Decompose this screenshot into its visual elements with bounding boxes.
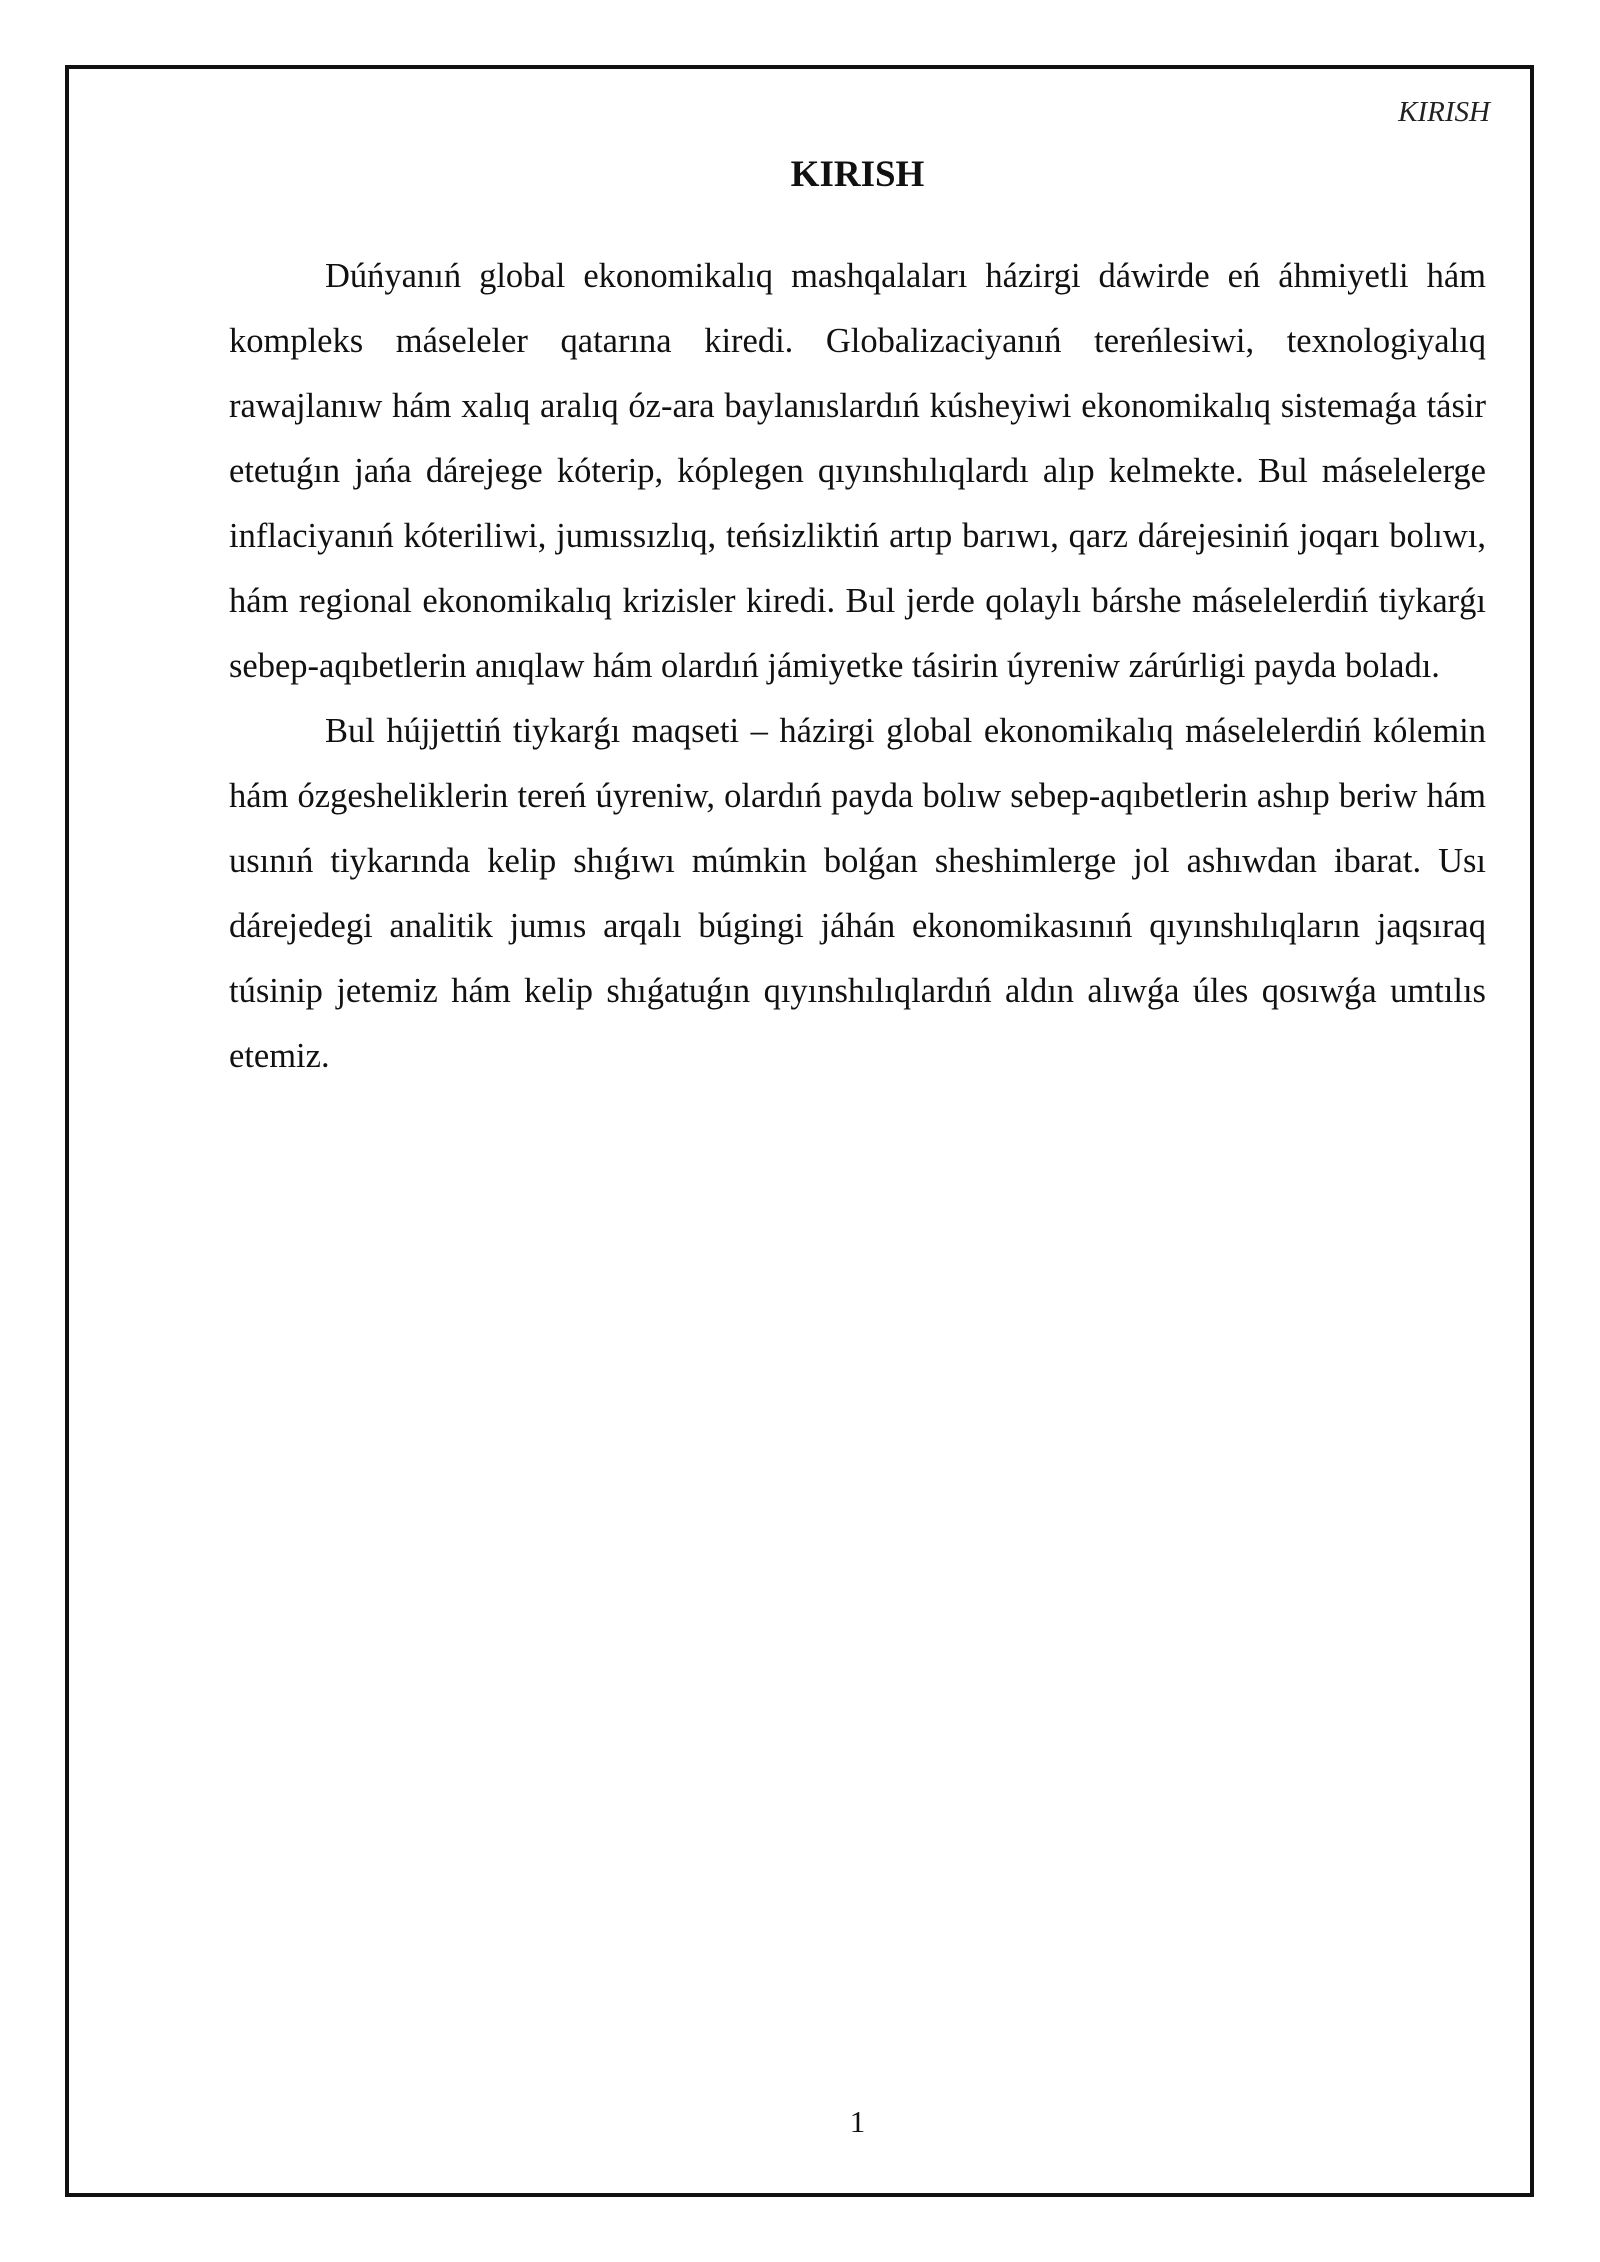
body-text bbox=[229, 244, 1486, 1089]
section-heading: KIRISH bbox=[790, 154, 925, 195]
page-number: 1 bbox=[849, 2104, 866, 2139]
paragraph: Dúńyanıń global ekonomikalıq mashqalaları házirgi dáwirde eń áhmiyetli hám kompleks máseleler qatarına kiredi. Globalizaciyanıń tereńlesiwi, texnologiyalıq rawajlanıw hám xalıq aralıq óz-ara baylanıslardıń kúsheyiwi ekonomikalıq sistemaǵa tásir etetuǵın jańa dárejege kóterip, kóplegen qıyınshılıqlardı alıp kelmekte. Bul máselelerge inflaciyanıń kóteriliwi, jumıssızlıq, teńsizliktiń artıp barıwı, qarz dárejesiniń joqarı bolıwı, hám regional ekonomikalıq krizisler kiredi. Bul jerde qolaylı bárshe máselelerdiń tiykarǵı sebep-aqıbetlerin anıqlaw hám olardıń jámiyetke tásirin úyreniw zárúrligi payda boladı. bbox=[229, 257, 1486, 685]
running-header: KIRISH bbox=[1398, 96, 1490, 128]
paragraph: Bul hújjettiń tiykarǵı maqseti – házirgi global ekonomikalıq máselelerdiń kólemin hám ózgesheliklerin tereń úyreniw, olardıń payda bolıw sebep-aqıbetlerin ashıp beriw hám usınıń tiykarında kelip shıǵıwı múmkin bolǵan sheshimlerge jol ashıwdan ibarat. Usı dárejedegi analitik jumıs arqalı búgingi jáhán ekonomikasınıń qıyınshılıqların jaqsıraq túsinip jetemiz hám kelip shıǵatuǵın qıyınshılıqlardıń aldın alıwǵa úles qosıwǵa umtılıs etemiz. bbox=[229, 712, 1486, 1075]
